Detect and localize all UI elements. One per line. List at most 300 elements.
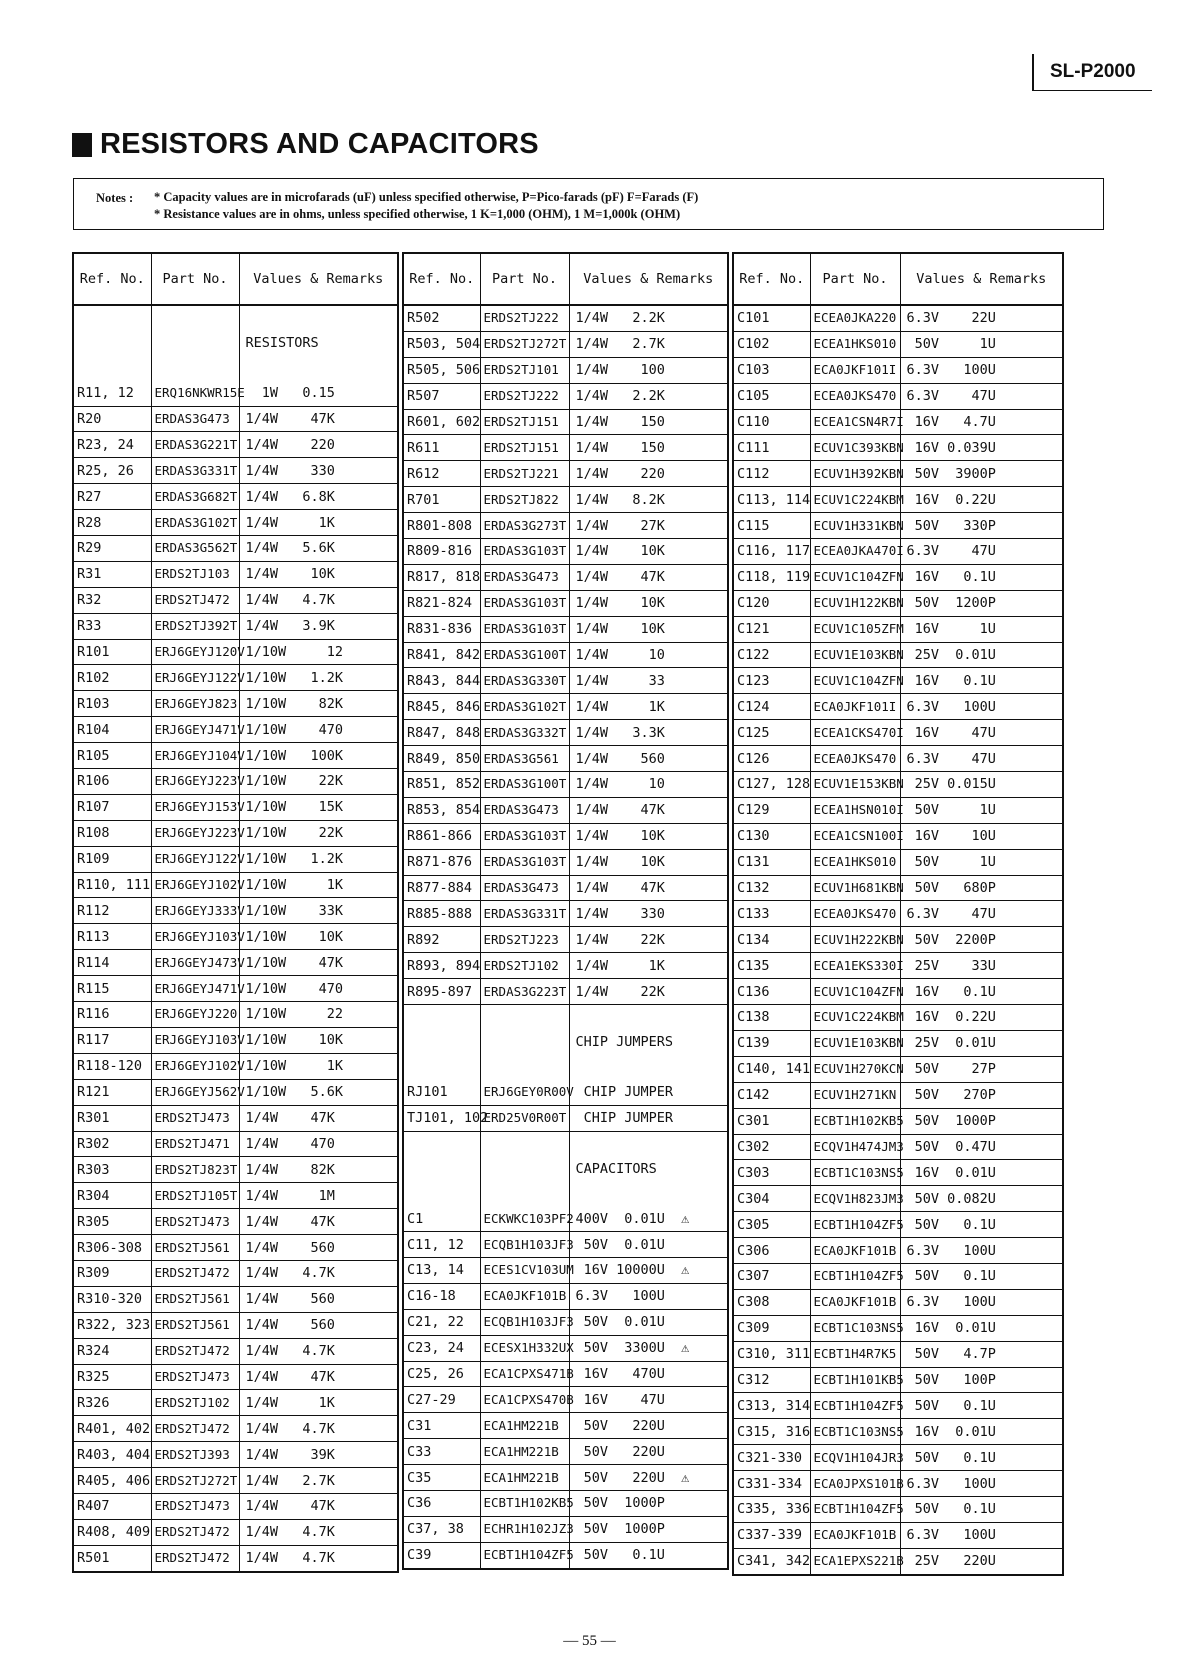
ref-cell: C11, 12 [403, 1232, 480, 1258]
values-cell: 1/4W 560 [569, 746, 728, 772]
part-cell: ERDAS3G223T [480, 979, 569, 1005]
ref-cell: C126 [733, 746, 810, 772]
table-row [73, 561, 398, 587]
notes-line-2: * Resistance values are in ohms, unless specified otherwise, 1 K=1,000 (OHM), 1 M=1,000k (OHM) [154, 207, 681, 221]
ref-cell: R310-320 [73, 1286, 151, 1312]
model-rule [1032, 90, 1152, 91]
table-row [733, 487, 1063, 513]
part-cell: ERDAS3G330T [480, 668, 569, 694]
ref-cell: R302 [73, 1131, 151, 1157]
table-row [403, 642, 728, 668]
table-row [73, 406, 398, 432]
values-cell: 50V 0.082U [900, 1186, 1063, 1212]
values-cell: 50V 100P [900, 1367, 1063, 1393]
values-cell: 50V 1200P [900, 590, 1063, 616]
ref-cell: R861-866 [403, 823, 480, 849]
table-row [733, 564, 1063, 590]
table-row [403, 357, 728, 383]
part-cell: ERDAS3G331T [151, 458, 239, 484]
ref-cell [73, 331, 151, 356]
part-cell: ERDS2TJ223 [480, 927, 569, 953]
table-row [403, 1283, 728, 1309]
part-cell: ERDS2TJ473 [151, 1493, 239, 1519]
values-cell: 1/4W 47K [239, 1209, 398, 1235]
ref-cell: C136 [733, 979, 810, 1005]
part-cell: ERJ6GEYJ333V [151, 898, 239, 924]
values-cell: 1/4W 1K [239, 510, 398, 536]
part-cell: ECA1HM221B [480, 1439, 569, 1465]
values-cell [569, 1181, 728, 1206]
part-cell: ERDS2TJ823T [151, 1157, 239, 1183]
part-cell: ERDS2TJ272T [151, 1468, 239, 1494]
table-row [73, 1002, 398, 1028]
part-cell: ECA0JKF101B [810, 1289, 900, 1315]
values-cell: 1/4W 220 [239, 432, 398, 458]
values-cell: 1/4W 150 [569, 409, 728, 435]
table-row [73, 458, 398, 484]
ref-cell: C307 [733, 1263, 810, 1289]
ref-cell: C134 [733, 927, 810, 953]
table-row [403, 1105, 728, 1131]
header-values: Values & Remarks [900, 253, 1063, 305]
part-cell: ERDAS3G103T [480, 849, 569, 875]
values-cell: 16V 47U [900, 720, 1063, 746]
part-cell: ECQV1H823JM3 [810, 1186, 900, 1212]
part-cell: ERDS2TJ472 [151, 1338, 239, 1364]
table-row [733, 746, 1063, 772]
part-cell: ECUV1H270KCN [810, 1056, 900, 1082]
part-cell: ECA0JKF101I [810, 357, 900, 383]
part-cell: ECUV1E103KBN [810, 1030, 900, 1056]
ref-cell: R304 [73, 1183, 151, 1209]
ref-cell: C21, 22 [403, 1309, 480, 1335]
values-cell: 6.3V 100U [900, 694, 1063, 720]
part-cell: ECBT1C103NS5 [810, 1315, 900, 1341]
ref-cell: R103 [73, 691, 151, 717]
ref-cell: R612 [403, 461, 480, 487]
values-cell: 16V 0.01U [900, 1419, 1063, 1445]
part-cell: ECEA1HKS010 [810, 849, 900, 875]
table-row [403, 668, 728, 694]
table-row [73, 331, 398, 356]
ref-cell: C33 [403, 1439, 480, 1465]
part-cell: ERJ6GEYJ473V [151, 950, 239, 976]
ref-cell: R109 [73, 846, 151, 872]
part-cell: ERJ6GEYJ120V [151, 639, 239, 665]
part-cell: ERDAS3G221T [151, 432, 239, 458]
table-row [733, 668, 1063, 694]
ref-cell: C110 [733, 409, 810, 435]
ref-cell: R403, 404 [73, 1442, 151, 1468]
part-cell: ERDS2TJ222 [480, 305, 569, 331]
ref-cell: R503, 504 [403, 331, 480, 357]
ref-cell: R895-897 [403, 979, 480, 1005]
ref-cell: R892 [403, 927, 480, 953]
table-row [403, 1465, 728, 1491]
values-cell: 50V 3300U ⚠ [569, 1335, 728, 1361]
ref-cell: R601, 602 [403, 409, 480, 435]
part-cell: ECEA1HKS010 [810, 331, 900, 357]
part-cell: ERDAS3G473 [151, 406, 239, 432]
header-values: Values & Remarks [239, 253, 398, 305]
values-cell: 6.3V 47U [900, 383, 1063, 409]
values-cell: 1/4W 47K [569, 797, 728, 823]
part-cell: ERDS2TJ472 [151, 1519, 239, 1545]
part-cell: ECUV1E153KBN [810, 772, 900, 798]
part-cell: ERDS2TJ221 [480, 461, 569, 487]
values-cell: 1/4W 47K [239, 1364, 398, 1390]
values-cell: 1/10W 22 [239, 1002, 398, 1028]
values-cell: 1/4W 4.7K [239, 1338, 398, 1364]
values-cell: 16V 0.01U [900, 1160, 1063, 1186]
values-cell: 1/4W 47K [569, 564, 728, 590]
values-cell: 1/4W 22K [569, 979, 728, 1005]
values-cell: 50V 4.7P [900, 1341, 1063, 1367]
table-row [733, 875, 1063, 901]
ref-cell: C129 [733, 797, 810, 823]
part-cell: ECES1CV103UM [480, 1257, 569, 1283]
part-cell: ERQ16NKWR15E [151, 381, 239, 406]
ref-cell: R405, 406 [73, 1468, 151, 1494]
part-cell: ERDAS3G562T [151, 536, 239, 562]
part-cell: ECQB1H103JF3 [480, 1232, 569, 1258]
ref-cell: R117 [73, 1027, 151, 1053]
part-cell: ECEA1CKS470I [810, 720, 900, 746]
table-row [403, 901, 728, 927]
table-row [73, 1235, 398, 1261]
values-cell: 1/4W 2.7K [239, 1468, 398, 1494]
ref-cell: C103 [733, 357, 810, 383]
table-row [403, 461, 728, 487]
ref-cell: C124 [733, 694, 810, 720]
values-cell: 16V 0.01U [900, 1315, 1063, 1341]
part-cell: ECUV1E103KBN [810, 642, 900, 668]
part-cell: ERDAS3G473 [480, 564, 569, 590]
ref-cell: C127, 128 [733, 772, 810, 798]
ref-cell: R831-836 [403, 616, 480, 642]
table-row [73, 924, 398, 950]
ref-cell: R809-816 [403, 539, 480, 565]
part-cell: ECBT1H102KB5 [480, 1490, 569, 1516]
ref-cell: R502 [403, 305, 480, 331]
values-cell: 50V 1000P [569, 1490, 728, 1516]
ref-cell: C302 [733, 1134, 810, 1160]
part-cell: ERDS2TJ561 [151, 1286, 239, 1312]
ref-cell: R104 [73, 717, 151, 743]
table-row [403, 1080, 728, 1105]
values-cell [239, 305, 398, 331]
part-cell: ECUV1H681KBN [810, 875, 900, 901]
table-row [403, 590, 728, 616]
part-cell [480, 1005, 569, 1030]
part-cell: ECQB1H103JF3 [480, 1309, 569, 1335]
part-cell: ECUV1C104ZFN [810, 979, 900, 1005]
table-row [73, 613, 398, 639]
values-cell: 50V 2200P [900, 927, 1063, 953]
part-cell: ERDS2TJ561 [151, 1235, 239, 1261]
values-cell: 1/4W 2.2K [569, 383, 728, 409]
table-row [403, 616, 728, 642]
part-cell: ECQV1H104JR3 [810, 1445, 900, 1471]
table-row [73, 691, 398, 717]
table-row [403, 746, 728, 772]
ref-cell [403, 1005, 480, 1030]
table-row [403, 513, 728, 539]
ref-cell: R877-884 [403, 875, 480, 901]
part-cell: ERJ6GEYJ823 [151, 691, 239, 717]
ref-cell: R851, 852 [403, 772, 480, 798]
ref-cell: R118-120 [73, 1053, 151, 1079]
ref-cell: R821-824 [403, 590, 480, 616]
values-cell: 1/4W 4.7K [239, 587, 398, 613]
part-cell: ERDS2TJ103 [151, 561, 239, 587]
ref-cell: C313, 314 [733, 1393, 810, 1419]
ref-cell: C39 [403, 1542, 480, 1568]
ref-cell [403, 1030, 480, 1055]
table-row [733, 927, 1063, 953]
ref-cell: R408, 409 [73, 1519, 151, 1545]
ref-cell: R309 [73, 1260, 151, 1286]
values-cell: 1/4W 4.7K [239, 1260, 398, 1286]
part-cell: ERDAS3G103T [480, 539, 569, 565]
ref-cell: R32 [73, 587, 151, 613]
part-cell: ERDAS3G102T [480, 694, 569, 720]
ref-cell: R11, 12 [73, 381, 151, 406]
values-cell: 1/4W 47K [239, 406, 398, 432]
table-row [403, 1309, 728, 1335]
part-cell: ERDS2TJ473 [151, 1364, 239, 1390]
ref-cell: R801-808 [403, 513, 480, 539]
part-cell: ECUV1C393KBN [810, 435, 900, 461]
values-cell: 50V 0.47U [900, 1134, 1063, 1160]
values-cell: 16V 10U [900, 823, 1063, 849]
ref-cell: R31 [73, 561, 151, 587]
part-cell: ECA0JKF101B [480, 1283, 569, 1309]
ref-cell [73, 305, 151, 331]
ref-cell: R20 [73, 406, 151, 432]
values-cell: 1/10W 1K [239, 1053, 398, 1079]
values-cell: 50V 0.1U [900, 1212, 1063, 1238]
part-cell: ERJ6GEYJ103V [151, 1027, 239, 1053]
ref-cell: R101 [73, 639, 151, 665]
table-row [403, 487, 728, 513]
part-cell: ECEA0JKA220 [810, 305, 900, 331]
part-cell: ERDAS3G100T [480, 642, 569, 668]
ref-cell: R115 [73, 976, 151, 1002]
ref-cell: R505, 506 [403, 357, 480, 383]
ref-cell: R301 [73, 1105, 151, 1131]
table-row [733, 1548, 1063, 1574]
ref-cell: R116 [73, 1002, 151, 1028]
ref-cell: C131 [733, 849, 810, 875]
values-cell: 1/4W 1M [239, 1183, 398, 1209]
values-cell: 25V 0.015U [900, 772, 1063, 798]
table-row [733, 590, 1063, 616]
table-row [733, 901, 1063, 927]
part-cell: ECBT1H104ZF5 [810, 1263, 900, 1289]
part-cell: ECUV1H122KBN [810, 590, 900, 616]
table-row [403, 849, 728, 875]
part-cell: ERDS2TJ472 [151, 587, 239, 613]
table-row [403, 720, 728, 746]
part-cell: ERDS2TJ561 [151, 1312, 239, 1338]
values-cell: 25V 0.01U [900, 1030, 1063, 1056]
ref-cell: R29 [73, 536, 151, 562]
part-cell: ERDS2TJ471 [151, 1131, 239, 1157]
table-row [733, 461, 1063, 487]
ref-cell: R847, 848 [403, 720, 480, 746]
values-cell [239, 356, 398, 381]
values-cell: 1/4W 10K [569, 616, 728, 642]
table-row [733, 1108, 1063, 1134]
values-cell: 6.3V 100U [569, 1283, 728, 1309]
table-row [733, 1522, 1063, 1548]
part-cell: ECKWKC103PF2 [480, 1206, 569, 1231]
values-cell: 16V 4.7U [900, 409, 1063, 435]
ref-cell: R325 [73, 1364, 151, 1390]
part-cell: ECA1EPXS221B [810, 1548, 900, 1574]
values-cell: 1/10W 100K [239, 743, 398, 769]
notes-label: Notes : [96, 191, 134, 205]
values-cell: 1/4W 10K [239, 561, 398, 587]
values-cell: 1/4W 47K [569, 875, 728, 901]
table-row [733, 1419, 1063, 1445]
ref-cell: R885-888 [403, 901, 480, 927]
part-cell [151, 331, 239, 356]
ref-cell: R326 [73, 1390, 151, 1416]
ref-cell: TJ101, 102 [403, 1105, 480, 1131]
table-row [73, 305, 398, 331]
values-cell: 1/10W 470 [239, 717, 398, 743]
part-cell: ERDAS3G473 [480, 875, 569, 901]
values-cell: 16V 1U [900, 616, 1063, 642]
part-cell: ECUV1H331KBN [810, 513, 900, 539]
part-cell: ERJ6GEYJ220 [151, 1002, 239, 1028]
values-cell [569, 1131, 728, 1156]
values-cell: 1/10W 1.2K [239, 665, 398, 691]
table-row [733, 1315, 1063, 1341]
table-row [733, 642, 1063, 668]
values-cell: 1/10W 10K [239, 924, 398, 950]
table-row [403, 1335, 728, 1361]
ref-cell: C140, 141 [733, 1056, 810, 1082]
header-ref: Ref. No. [733, 253, 810, 305]
values-cell: 1/4W 39K [239, 1442, 398, 1468]
values-cell: 1/10W 47K [239, 950, 398, 976]
values-cell: 1/4W 1K [569, 694, 728, 720]
values-cell: 6.3V 100U [900, 1471, 1063, 1497]
values-cell [569, 1055, 728, 1080]
values-cell: 1/4W 47K [239, 1493, 398, 1519]
table-row [73, 1442, 398, 1468]
table-row [403, 383, 728, 409]
values-cell: 1/4W 4.7K [239, 1416, 398, 1442]
ref-cell: C138 [733, 1005, 810, 1031]
ref-cell: C135 [733, 953, 810, 979]
part-cell: ERDAS3G103T [480, 590, 569, 616]
ref-cell [403, 1131, 480, 1156]
part-cell: ERJ6GEYJ103V [151, 924, 239, 950]
part-cell: ERJ6GEYJ102V [151, 872, 239, 898]
ref-cell: R322, 323 [73, 1312, 151, 1338]
ref-cell: RJ101 [403, 1080, 480, 1105]
header-ref: Ref. No. [403, 253, 480, 305]
ref-cell: R893, 894 [403, 953, 480, 979]
table-row [403, 1131, 728, 1156]
ref-cell: R501 [73, 1545, 151, 1571]
table-row [733, 513, 1063, 539]
ref-cell: R102 [73, 665, 151, 691]
part-cell: ECBT1H102KB5 [810, 1108, 900, 1134]
values-cell: 50V 1U [900, 797, 1063, 823]
table-row [403, 1413, 728, 1439]
ref-cell: C303 [733, 1160, 810, 1186]
part-cell: ECBT1H101KB5 [810, 1367, 900, 1393]
part-cell: ECQV1H474JM3 [810, 1134, 900, 1160]
part-cell: ECUV1H222KBN [810, 927, 900, 953]
ref-cell: C337-339 [733, 1522, 810, 1548]
ref-cell: C335, 336 [733, 1496, 810, 1522]
ref-cell: R845, 846 [403, 694, 480, 720]
part-cell: ERDAS3G332T [480, 720, 569, 746]
ref-cell: C304 [733, 1186, 810, 1212]
table-row [73, 743, 398, 769]
parts-table-1 [72, 252, 399, 1573]
values-cell: 16V 0.039U [900, 435, 1063, 461]
values-cell: 1/4W 33 [569, 668, 728, 694]
values-cell: 1/10W 1.2K [239, 846, 398, 872]
ref-cell [403, 1156, 480, 1181]
values-cell: CHIP JUMPER [569, 1105, 728, 1131]
values-cell: 16V 0.1U [900, 979, 1063, 1005]
values-cell: 50V 1000P [569, 1516, 728, 1542]
table-row [73, 1027, 398, 1053]
ref-cell: R112 [73, 898, 151, 924]
parts-table-2 [402, 252, 729, 1570]
table-row [73, 976, 398, 1002]
ref-cell: C142 [733, 1082, 810, 1108]
values-cell: RESISTORS [245, 335, 319, 352]
values-cell: 50V 680P [900, 875, 1063, 901]
ref-cell: C122 [733, 642, 810, 668]
values-cell: 1/4W 4.7K [239, 1545, 398, 1571]
values-cell: 1/4W 1K [569, 953, 728, 979]
table-row [403, 875, 728, 901]
part-cell: ECBT1H104ZF5 [810, 1393, 900, 1419]
model-number: SL-P2000 [1032, 54, 1152, 90]
values-cell: 50V 1U [900, 331, 1063, 357]
ref-cell: R871-876 [403, 849, 480, 875]
values-cell: CAPACITORS [575, 1160, 657, 1177]
ref-cell: C121 [733, 616, 810, 642]
ref-cell: R28 [73, 510, 151, 536]
table-row [733, 694, 1063, 720]
part-cell: ERDS2TJ222 [480, 383, 569, 409]
ref-cell: C139 [733, 1030, 810, 1056]
values-cell: 50V 0.01U [569, 1309, 728, 1335]
part-cell: ERDS2TJ472 [151, 1416, 239, 1442]
part-cell: ERJ6GEYJ223V [151, 769, 239, 795]
ref-cell: R611 [403, 435, 480, 461]
part-cell: ERDAS3G561 [480, 746, 569, 772]
table-row [733, 1445, 1063, 1471]
table-row [733, 1134, 1063, 1160]
table-row [733, 720, 1063, 746]
header-values: Values & Remarks [569, 253, 728, 305]
ref-cell: R106 [73, 769, 151, 795]
table-row [73, 820, 398, 846]
table-row [403, 979, 728, 1005]
